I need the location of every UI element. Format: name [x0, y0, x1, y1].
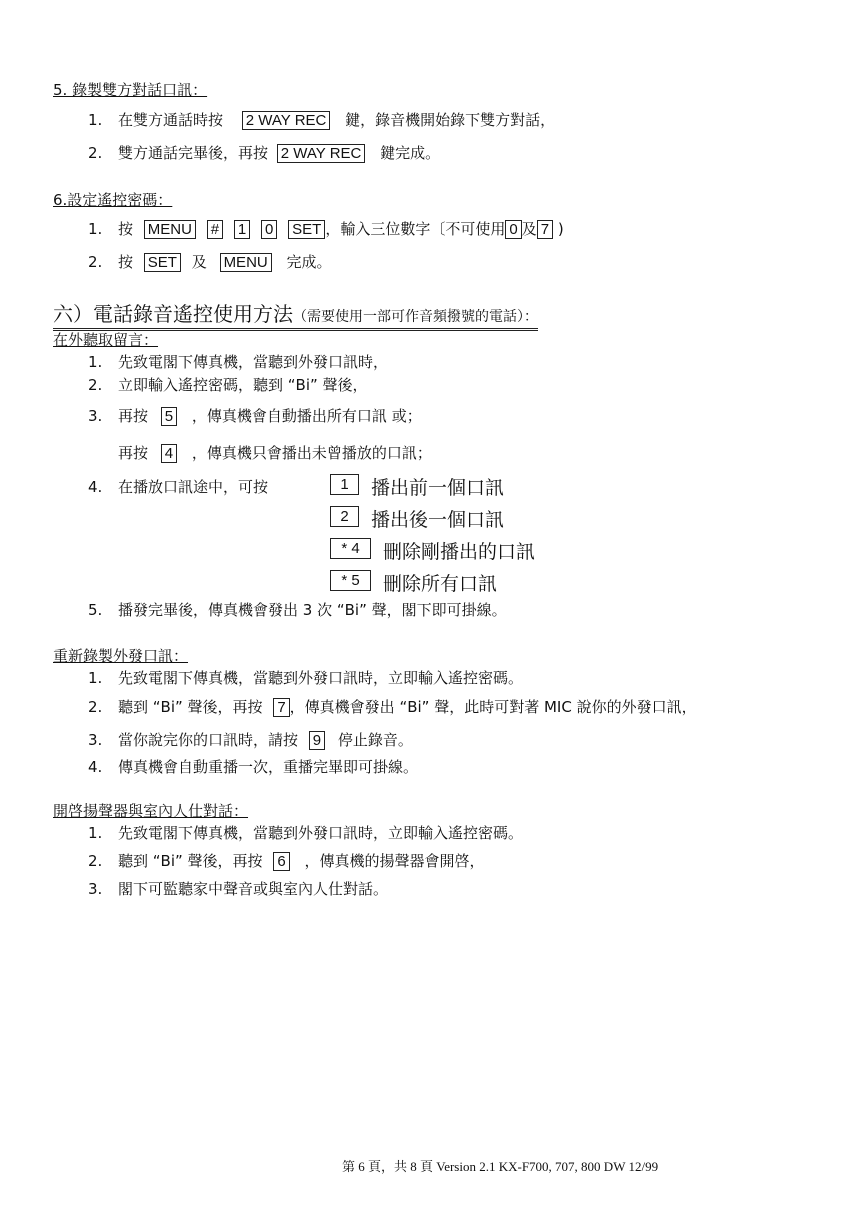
item-number: 1.: [88, 353, 103, 371]
item-number: 2.: [88, 852, 103, 870]
key-7: 7: [537, 220, 553, 239]
key-5: 5: [161, 407, 177, 426]
key-6: 6: [273, 852, 289, 871]
item-text: 當你說完你的口訊時，請按: [118, 731, 299, 749]
item-number: 1.: [88, 111, 103, 129]
two-way-rec-key: 2 WAY REC: [277, 144, 366, 163]
list-item: [88, 374, 368, 395]
list-item: [88, 599, 507, 620]
item-number: 3.: [88, 407, 103, 425]
list-item: [88, 667, 523, 688]
item-number: 5.: [88, 601, 103, 619]
list-item: [88, 476, 268, 497]
item-text: 再按: [118, 407, 149, 425]
item-text: 在播放口訊途中，可按: [118, 478, 269, 496]
list-item: [118, 442, 432, 463]
list-item: [88, 218, 564, 239]
item-text: 先致電閣下傳真機，當聽到外發口訊時，立即輸入遙控密碼。: [118, 669, 524, 687]
section-6-title: 6.設定遙控密碼：: [53, 191, 173, 209]
item-text: 聽到 “Bi” 聲後，再按: [118, 698, 263, 716]
subsection-title: 開啓揚聲器與室內人仕對話：: [53, 802, 249, 820]
list-item: [88, 142, 440, 163]
item-number: 4.: [88, 758, 103, 776]
list-item: [88, 822, 523, 843]
item-text: 閣下可監聽家中聲音或與室內人仕對話。: [118, 880, 389, 898]
item-text: 鍵完成。: [380, 144, 441, 162]
item-text: 停止錄音。: [337, 731, 413, 749]
item-number: 4.: [88, 478, 103, 496]
page-footer: 第 6 頁，共 8 頁 Version 2.1 KX-F700, 707, 800 DW 12/99: [342, 1159, 659, 1174]
list-item: [88, 351, 388, 372]
item-text: 鍵，錄音機開始錄下雙方對話，: [345, 111, 556, 129]
item-number: 3.: [88, 731, 103, 749]
menu-key: MENU: [220, 253, 272, 272]
item-text: 及: [191, 253, 207, 271]
item-text: 立即輸入遙控密碼，聽到 “Bi” 聲後，: [118, 376, 368, 394]
list-item: [88, 251, 332, 272]
section-5-title: 5. 錄製雙方對話口訊：: [53, 81, 208, 99]
item-number: 2.: [88, 253, 103, 271]
list-item: [88, 756, 418, 777]
menu-key: MENU: [144, 220, 196, 239]
item-text: 及: [521, 220, 537, 238]
list-item: [88, 696, 697, 717]
item-text: 傳真機會自動重播一次，重播完畢即可掛線。: [118, 758, 419, 776]
key-1: 1: [330, 474, 359, 495]
item-text: 先致電閣下傳真機，當聽到外發口訊時，立即輸入遙控密碼。: [118, 824, 524, 842]
item-number: 1.: [88, 220, 103, 238]
hash-key: #: [207, 220, 223, 239]
item-text: ，傳真機的揚聲器會開啓，: [304, 852, 485, 870]
key-0: 0: [261, 220, 277, 239]
item-text: 完成。: [286, 253, 332, 271]
item-text: ，輸入三位數字〔不可使用: [325, 220, 506, 238]
two-way-rec-key: 2 WAY REC: [242, 111, 331, 130]
item-text: ): [557, 220, 564, 238]
subsection-title: 在外聽取留言：: [53, 331, 159, 349]
item-number: 2.: [88, 376, 103, 394]
item-number: 1.: [88, 824, 103, 842]
item-text: 按: [118, 220, 134, 238]
item-number: 1.: [88, 669, 103, 687]
item-text: 在雙方通話時按: [118, 111, 224, 129]
star-5-key: * 5: [330, 570, 371, 591]
key-7: 7: [273, 698, 289, 717]
item-text: 播發完畢後，傳真機會發出 3 次 “Bi” 聲，閣下即可掛線。: [118, 601, 507, 619]
set-key: SET: [288, 220, 325, 239]
item-text: ，傳真機會發出 “Bi” 聲，此時可對著 MIC 說你的外發口訊，: [289, 698, 697, 716]
item-number: 3.: [88, 880, 103, 898]
item-text: ，傳真機只會播出未曾播放的口訊；: [191, 444, 432, 462]
list-item: [88, 729, 413, 750]
subsection-title: 重新錄製外發口訊：: [53, 647, 189, 665]
section-heading-title: 六）電話錄音遙控使用方法: [53, 302, 293, 326]
item-text: 按: [118, 253, 134, 271]
key-4: 4: [161, 444, 177, 463]
section-heading: [53, 298, 538, 331]
key-description: 刪除所有口訊: [383, 573, 498, 595]
item-number: 2.: [88, 698, 103, 716]
item-text: 先致電閣下傳真機，當聽到外發口訊時，: [118, 353, 389, 371]
list-item: [88, 405, 422, 426]
item-text: 聽到 “Bi” 聲後，再按: [118, 852, 263, 870]
list-item: [88, 850, 484, 871]
set-key: SET: [144, 253, 181, 272]
key-2: 2: [330, 506, 359, 527]
list-item: [88, 878, 388, 899]
item-text: 再按: [118, 444, 149, 462]
star-4-key: * 4: [330, 538, 371, 559]
section-heading-note: （需要使用一部可作音頻撥號的電話）：: [293, 309, 538, 325]
key-9: 9: [309, 731, 325, 750]
key-description: 播出後一個口訊: [371, 509, 505, 531]
key-description: 刪除剛播出的口訊: [383, 541, 536, 563]
key-1: 1: [234, 220, 250, 239]
item-text: 雙方通話完畢後，再按: [118, 144, 269, 162]
item-text: ，傳真機會自動播出所有口訊 或；: [191, 407, 422, 425]
key-0: 0: [505, 220, 521, 239]
item-number: 2.: [88, 144, 103, 162]
key-description: 播出前一個口訊: [371, 477, 505, 499]
list-item: [88, 109, 555, 130]
